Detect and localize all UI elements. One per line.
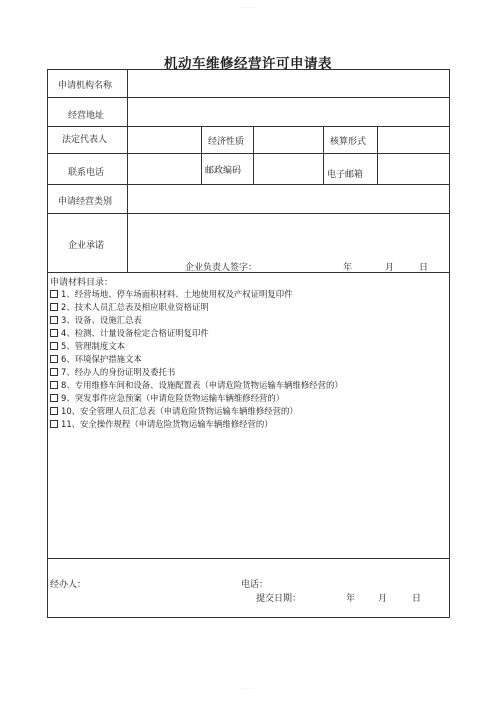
econ-nature-label: 经济性质	[208, 137, 245, 147]
material-item-4[interactable]: 4、检测、计量设备检定合格证明复印件	[50, 327, 209, 339]
submit-date-label: 提交日期：	[256, 594, 302, 604]
phone-label: 联系电话	[68, 168, 105, 178]
email-label: 电子邮箱	[327, 170, 364, 180]
checkbox[interactable]	[50, 329, 58, 337]
sign-month: 月	[385, 263, 395, 273]
material-item-2[interactable]: 2、技术人员汇总表及相应职业资格证明	[50, 301, 209, 313]
material-item-11[interactable]: 11、安全操作规程（申请危险货物运输车辆维修经营的）	[50, 418, 273, 430]
submit-day: 日	[412, 594, 422, 604]
category-label: 申请经营类别	[58, 197, 113, 207]
material-item-3[interactable]: 3、设备、设施汇总表	[50, 314, 142, 326]
sign-day: 日	[419, 263, 429, 273]
material-item-10[interactable]: 10、安全管理人员汇总表（申请危险货物运输车辆维修经营的）	[50, 405, 298, 417]
org-name-label: 申请机构名称	[58, 81, 113, 91]
material-item-7[interactable]: 7、经办人的身份证明及委托书	[50, 366, 175, 378]
page-header-watermark: · · · · · · · · ·	[237, 5, 259, 10]
form-title: 机动车维修经营许可申请表	[164, 56, 332, 72]
material-item-8[interactable]: 8、专用维修车间和设备、设施配置表（申请危险货物运输车辆维修经营的）	[50, 379, 343, 391]
submit-year: 年	[346, 594, 356, 604]
checkbox[interactable]	[50, 355, 58, 363]
checkbox[interactable]	[50, 368, 58, 376]
handler-label: 经办人：	[50, 580, 87, 590]
material-item-1[interactable]: 1、经营场地、停车场面积材料、土地使用权及产权证明复印件	[50, 288, 292, 300]
footer-phone-label: 电话：	[241, 580, 269, 590]
checkbox[interactable]	[50, 381, 58, 389]
legal-rep-label: 法定代表人	[62, 135, 108, 145]
checkbox[interactable]	[50, 290, 58, 298]
accounting-label: 核算形式	[330, 137, 367, 147]
checkbox[interactable]	[50, 394, 58, 402]
checkbox[interactable]	[50, 342, 58, 350]
material-item-9[interactable]: 9、突发事件应急预案（申请危险货物运输车辆维修经营的）	[50, 392, 284, 404]
submit-month: 月	[378, 594, 388, 604]
materials-heading: 申请材料目录：	[50, 278, 114, 288]
sign-year: 年	[343, 263, 353, 273]
page-footer-watermark: · · · · · ·	[241, 686, 255, 691]
checkbox[interactable]	[50, 303, 58, 311]
address-label: 经营地址	[68, 111, 105, 121]
postcode-label: 邮政编码	[205, 166, 242, 176]
checkbox[interactable]	[50, 420, 58, 428]
checkbox[interactable]	[50, 407, 58, 415]
checkbox[interactable]	[50, 316, 58, 324]
signature-label: 企业负责人签字：	[185, 263, 258, 273]
material-item-5[interactable]: 5、管理制度文本	[50, 340, 125, 352]
commitment-label: 企业承诺	[68, 241, 105, 251]
application-form	[47, 69, 450, 618]
material-item-6[interactable]: 6、环境保护措施文本	[50, 353, 142, 365]
